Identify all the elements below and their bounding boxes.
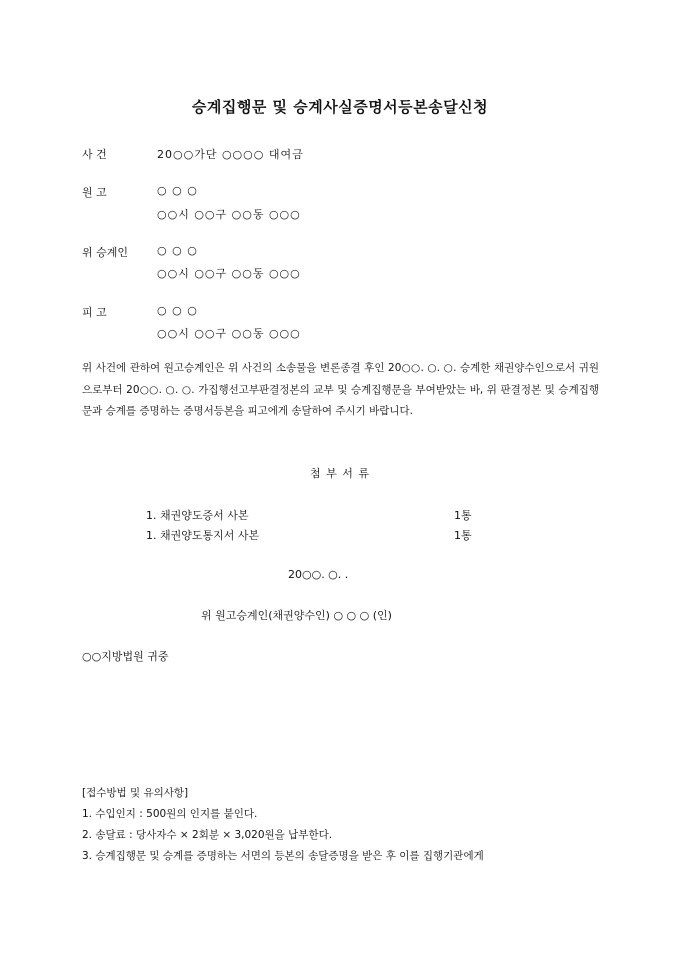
plaintiff-name: ○ ○ ○ xyxy=(157,184,198,197)
defendant-address: ○○시 ○○구 ○○동 ○○○ xyxy=(157,327,301,340)
successor-name: ○ ○ ○ xyxy=(157,244,198,257)
notes-heading: [접수방법 및 유의사항] xyxy=(82,787,189,799)
filing-date: 20○○. ○. . xyxy=(288,568,349,581)
attachments-heading: 첨 부 서 류 xyxy=(310,467,370,480)
court-addressee: ○○지방법원 귀중 xyxy=(82,650,169,663)
signature-line: 위 원고승계인(채권양수인) ○ ○ ○ (인) xyxy=(201,609,392,622)
document-title: 승계집행문 및 승계사실증명서등본송달신청 xyxy=(191,98,489,116)
note-item: 1. 수입인지 : 500원의 인지를 붙인다. xyxy=(82,808,258,820)
attachment-item-count: 1통 xyxy=(454,529,472,542)
plaintiff-address: ○○시 ○○구 ○○동 ○○○ xyxy=(157,208,301,221)
successor-address: ○○시 ○○구 ○○동 ○○○ xyxy=(157,267,301,280)
attachment-item-name: 1. 채권양도통지서 사본 xyxy=(146,529,260,542)
attachment-item-name: 1. 채권양도증서 사본 xyxy=(146,509,249,522)
note-item: 3. 승계집행문 및 승계를 증명하는 서면의 등본의 송달증명을 받은 후 이를 집행기관에게 xyxy=(82,850,484,862)
defendant-label: 피 고 xyxy=(82,306,107,319)
note-item: 2. 송달료 : 당사자수 × 2회분 × 3,020원을 납부한다. xyxy=(82,829,333,841)
case-value: 20○○가단 ○○○○ 대여금 xyxy=(157,148,304,161)
defendant-name: ○ ○ ○ xyxy=(157,304,198,317)
request-paragraph: 위 사건에 관하여 원고승계인은 위 사건의 소송물을 변론종결 후인 20○○. ○. ○. 승계한 채권양수인으로서 귀원으로부터 20○○. ○. ○. 가집행선고부판결정본의 교부 및 승계집행문을 부여받았는 바, 위 판결정본 및 승계집행문과 승계를 증명하는 증명서등본을 피고에게 송달하여 주시기 바랍니다. xyxy=(82,362,599,417)
case-label: 사 건 xyxy=(82,148,107,161)
successor-label: 위 승계인 xyxy=(82,246,129,259)
plaintiff-label: 원 고 xyxy=(82,186,107,199)
attachment-item-count: 1통 xyxy=(454,509,472,522)
